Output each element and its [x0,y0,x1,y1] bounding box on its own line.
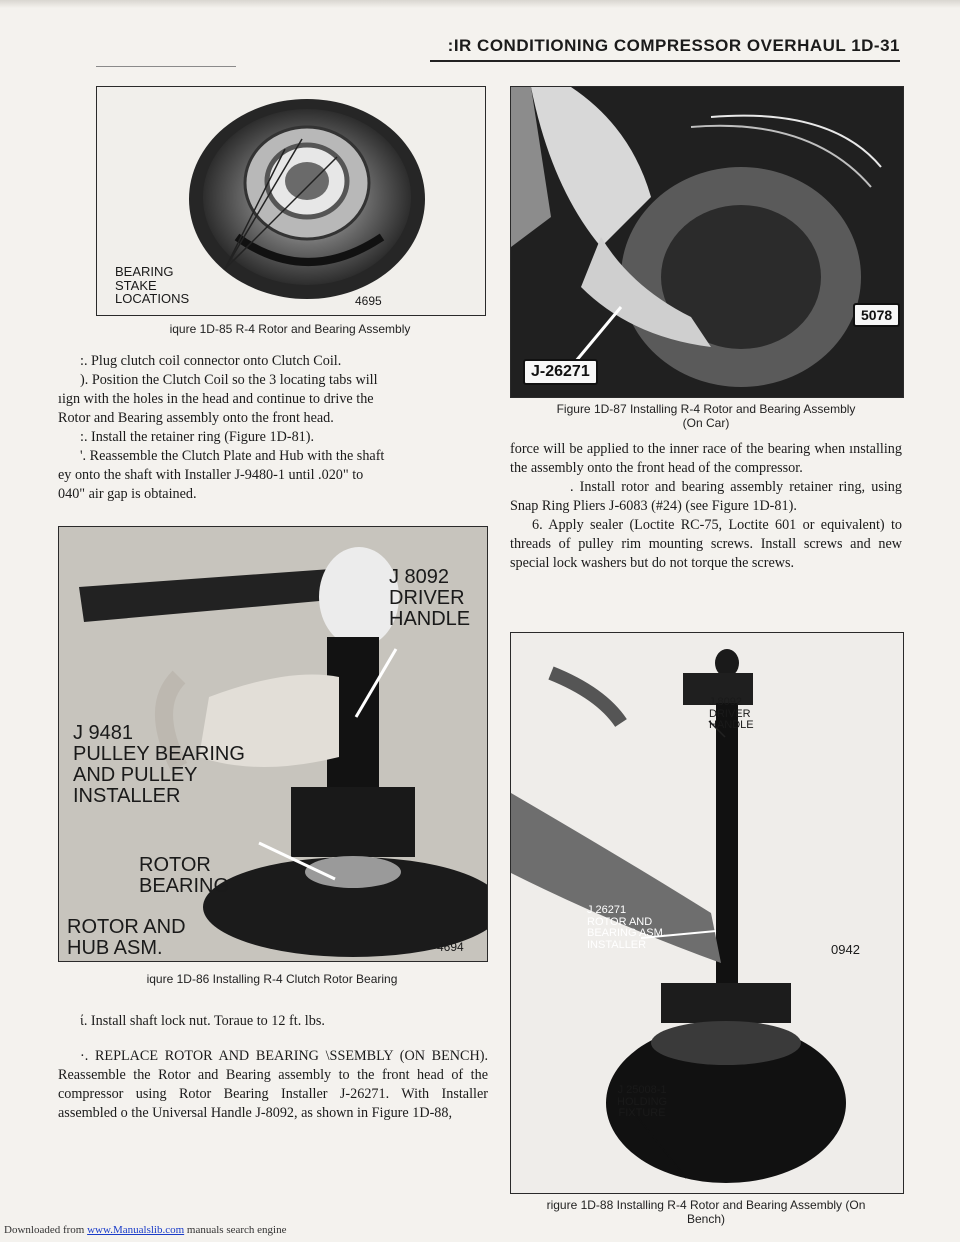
on-car-photo [511,87,903,397]
caption-1d-87: Figure 1D-87 Installing R-4 Rotor and Bearing Assembly (On Car) [556,402,856,430]
driver-handle-callout: J 8092 DRIVER HANDLE [389,566,471,630]
step-reassemble-cont2: 040" air gap is obtained. [58,486,197,502]
manualslib-link[interactable]: www.Manualslib.com [87,1224,185,1236]
step-replace-rotor: ·. REPLACE ROTOR AND BEARING \SSEMBLY (ON BENCH). Reassemble the Rotor and Bearing assembly to the front head of the compressor using Rotor Bearing Installer J-26271. With Installer assembled o the Universal Handle J-8092, as shown in Figure 1D-88, [58,1048,488,1121]
step-retainer: :. Install the retainer ring (Figure 1D-81). [80,429,315,445]
step-retainer-ring: . Install rotor and bearing assembly retainer ring, using Snap Ring Pliers J-6083 (#24) (see Figure 1D-81). [510,479,902,514]
caption-1d-86: iqure 1D-86 Installing R-4 Clutch Rotor Bearing [146,972,398,986]
figure-number-badge: 5078 [853,303,900,327]
step-position-cont2: Rotor and Bearing assembly onto the front head. [58,410,334,426]
running-head: :IR CONDITIONING COMPRESSOR OVERHAUL 1D-31 [430,36,900,62]
step-position: ). Position the Clutch Coil so the 3 locating tabs will [80,372,378,388]
step-apply-sealer: 6. Apply sealer (Loctite RC-75, Loctite 601 or equivalent) to threads of pulley rim mounting screws. Install screws and new special lock washers but do not torque the screws. [510,517,902,571]
step-plug: :. Plug clutch coil connector onto Clutch Coil. [80,353,342,369]
step-lock-nut: ί. Install shaft lock nut. Toraue to 12 ft. lbs. [80,1013,325,1029]
driver-handle-callout: J 8092 DRIVER HANDLE [709,696,754,732]
force-paragraph: force will be applied to the inner race of the bearing when ınstalling the assembly onto the front head of the compressor. [510,441,902,476]
scan-edge [0,0,960,8]
banner-prefix: Downloaded from [4,1224,88,1236]
left-text-bottom [58,1012,488,1123]
figure-1d-85 [96,86,486,316]
figure-1d-87 [510,86,904,398]
figure-number: 0942 [831,942,860,957]
installer-callout: J 9481 PULLEY BEARING AND PULLEY INSTALLER [73,722,245,807]
holding-fixture-callout: J 25008-1 HOLDING FIXTURE [617,1084,668,1120]
right-text [510,440,902,573]
figure-1d-88 [510,632,904,1194]
download-banner [4,1224,286,1236]
left-text-top [58,352,488,504]
figure-1d-86 [58,526,488,962]
caption-1d-88: rigure 1D-88 Installing R-4 Rotor and Bearing Assembly (On Bench) [546,1198,866,1226]
step-position-cont: ıign with the holes in the head and continue to drive the [58,391,374,407]
bearing-stake-callout: BEARING STAKE LOCATIONS [115,264,190,307]
figure-number: 4695 [355,294,382,308]
step-reassemble: '. Reassemble the Clutch Plate and Hub with the shaft [80,448,385,464]
installer-callout: J 26271 ROTOR AND BEARING ASM. INSTALLER [587,904,666,951]
rotor-bearing-callout: ROTOR BEARING [139,854,230,897]
on-bench-photo [511,633,903,1193]
figure-number: 4694 [437,940,464,954]
tool-badge: J-26271 [523,359,598,385]
step-reassemble-cont: ey onto the shaft with Installer J-9480-1 until .020" to [58,467,364,483]
rotor-hub-callout: ROTOR AND HUB ASM. [67,916,186,959]
caption-1d-85: iqure 1D-85 R-4 Rotor and Bearing Assembly [169,322,411,336]
header-rule [96,66,236,67]
banner-suffix: manuals search engine [184,1224,287,1236]
